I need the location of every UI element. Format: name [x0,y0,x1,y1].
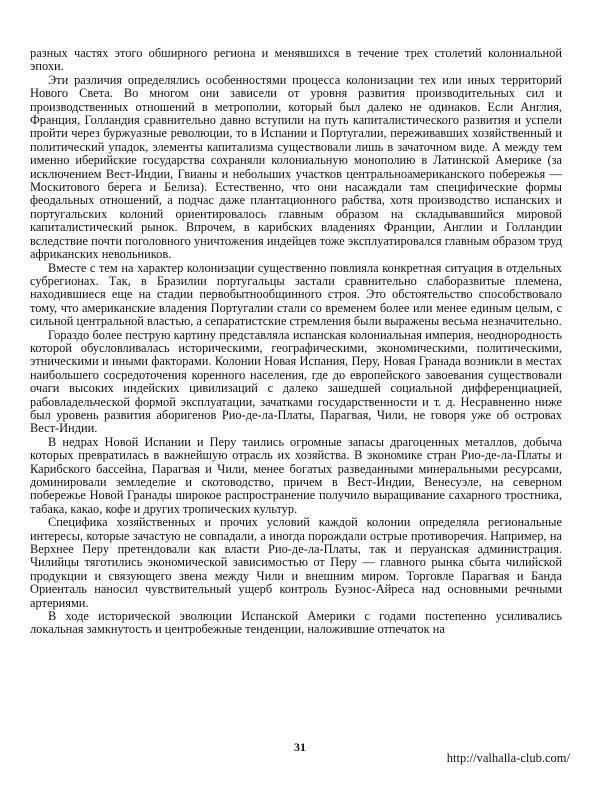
source-url[interactable]: http://valhalla-club.com/ [446,751,570,765]
paragraph-3: Вместе с тем на характер колонизации существенно повлияла конкретная ситуация в отдельных субрегионах. Так, в Бразилии португальцы застали сравнительно слаборазвитые племена, находившиеся еще на стадии первобытнообщинного строя. Это обстоятельство способствовало тому, что американские владения Португалии стали со временем более или менее единым целым, с сильной центральной властью, а сепаратистские стремления были выражены весьма незначительно. [30,260,562,329]
paragraph-6: Специфика хозяйственных и прочих условий каждой колонии определяла региональные интересы, которые зачастую не совпадали, а иногда порождали острые противоречия. Например, на Верхнее Перу претендовали как власти Рио-де-ла-Платы, так и перуанская администрация. Чилийцы тяготились экономической зависимостью от Перу — главного рынка сбыта чилийской продукции и связующего звена между Чили и внешним миром. Торговле Парагвая и Банда Ориенталь наносил чувствительный ущерб контроль Буэнос-Айреса над основными речными артериями. [30,515,562,610]
paragraph-4: Гораздо более пеструю картину представляла испанская колониальная империя, неоднородность которой обусловливалась историческими, географическими, экономическими, политическими, этническими и иными факторами. Колонии Новая Испания, Перу, Новая Гранада возникли в местах наибольшего сосредоточения коренного населения, где до европейского завоевания существовали очаги высоких индейских цивилизаций с далеко зашедшей социальной дифференциацией, рабовладельческой формой эксплуатации, зачатками государственности и т. д. Несравненно ниже был уровень развития аборигенов Рио-де-ла-Платы, Парагвая, Чили, не говоря уже об островах Вест-Индии. [30,327,562,436]
paragraph-7: В ходе исторической эволюции Испанской Америки с годами постепенно усиливались локальная замкнутость и центробежные тенденции, наложившие отпечаток на [30,609,562,637]
paragraph-5: В недрах Новой Испании и Перу таились огромные запасы драгоценных металлов, добыча которых превратилась в важнейшую отрасль их хозяйства. В экономике стран Рио-де-ла-Платы и Карибского бассейна, Парагвая и Чили, менее богатых разведанными минеральными ресурсами, доминировали земледелие и скотоводство, причем в Вест-Индии, Венесуэле, на северном побережье Новой Гранады широкое распространение получило выращивание сахарного тростника, табака, какао, кофе и других тропических культур. [30,434,562,516]
page-number: 31 [294,740,306,754]
paragraph-1: разных частях этого обширного региона и менявшихся в течение трех столетий колониальной эпохи. [30,46,562,74]
paragraph-2: Эти различия определялись особенностями процесса колонизации тех или иных территорий Нового Света. Во многом они зависели от уровня развития производительных сил и производственных отношений в метрополии, который был далеко не одинаков. Если Англия, Франция, Голландия сравнительно давно вступили на путь капиталистического развития и успели пройти через буржуазные революции, то в Испании и Португалии, переживавших хозяйственный и политический упадок, элементы капитализма существовали лишь в зачаточном виде. А между тем именно иберийские государства сохраняли колониальную монополию в Латинской Америке (за исключением Вест-Индии, Гвианы и небольших участков центральноамериканского побережья — Москитового берега и Белиза). Естественно, что они насаждали там специфические формы феодальных отношений, а подчас даже плантационного рабства, хотя производство испанских и португальских колоний ориентировалось главным образом на складывавшийся мировой капиталистический рынок. Впрочем, в карибских владениях Франции, Англии и Голландии вследствие почти поголовного уничтожения индейцев тоже эксплуатировался главным образом труд африканских невольников. [30,72,562,262]
page-body [30,47,562,637]
